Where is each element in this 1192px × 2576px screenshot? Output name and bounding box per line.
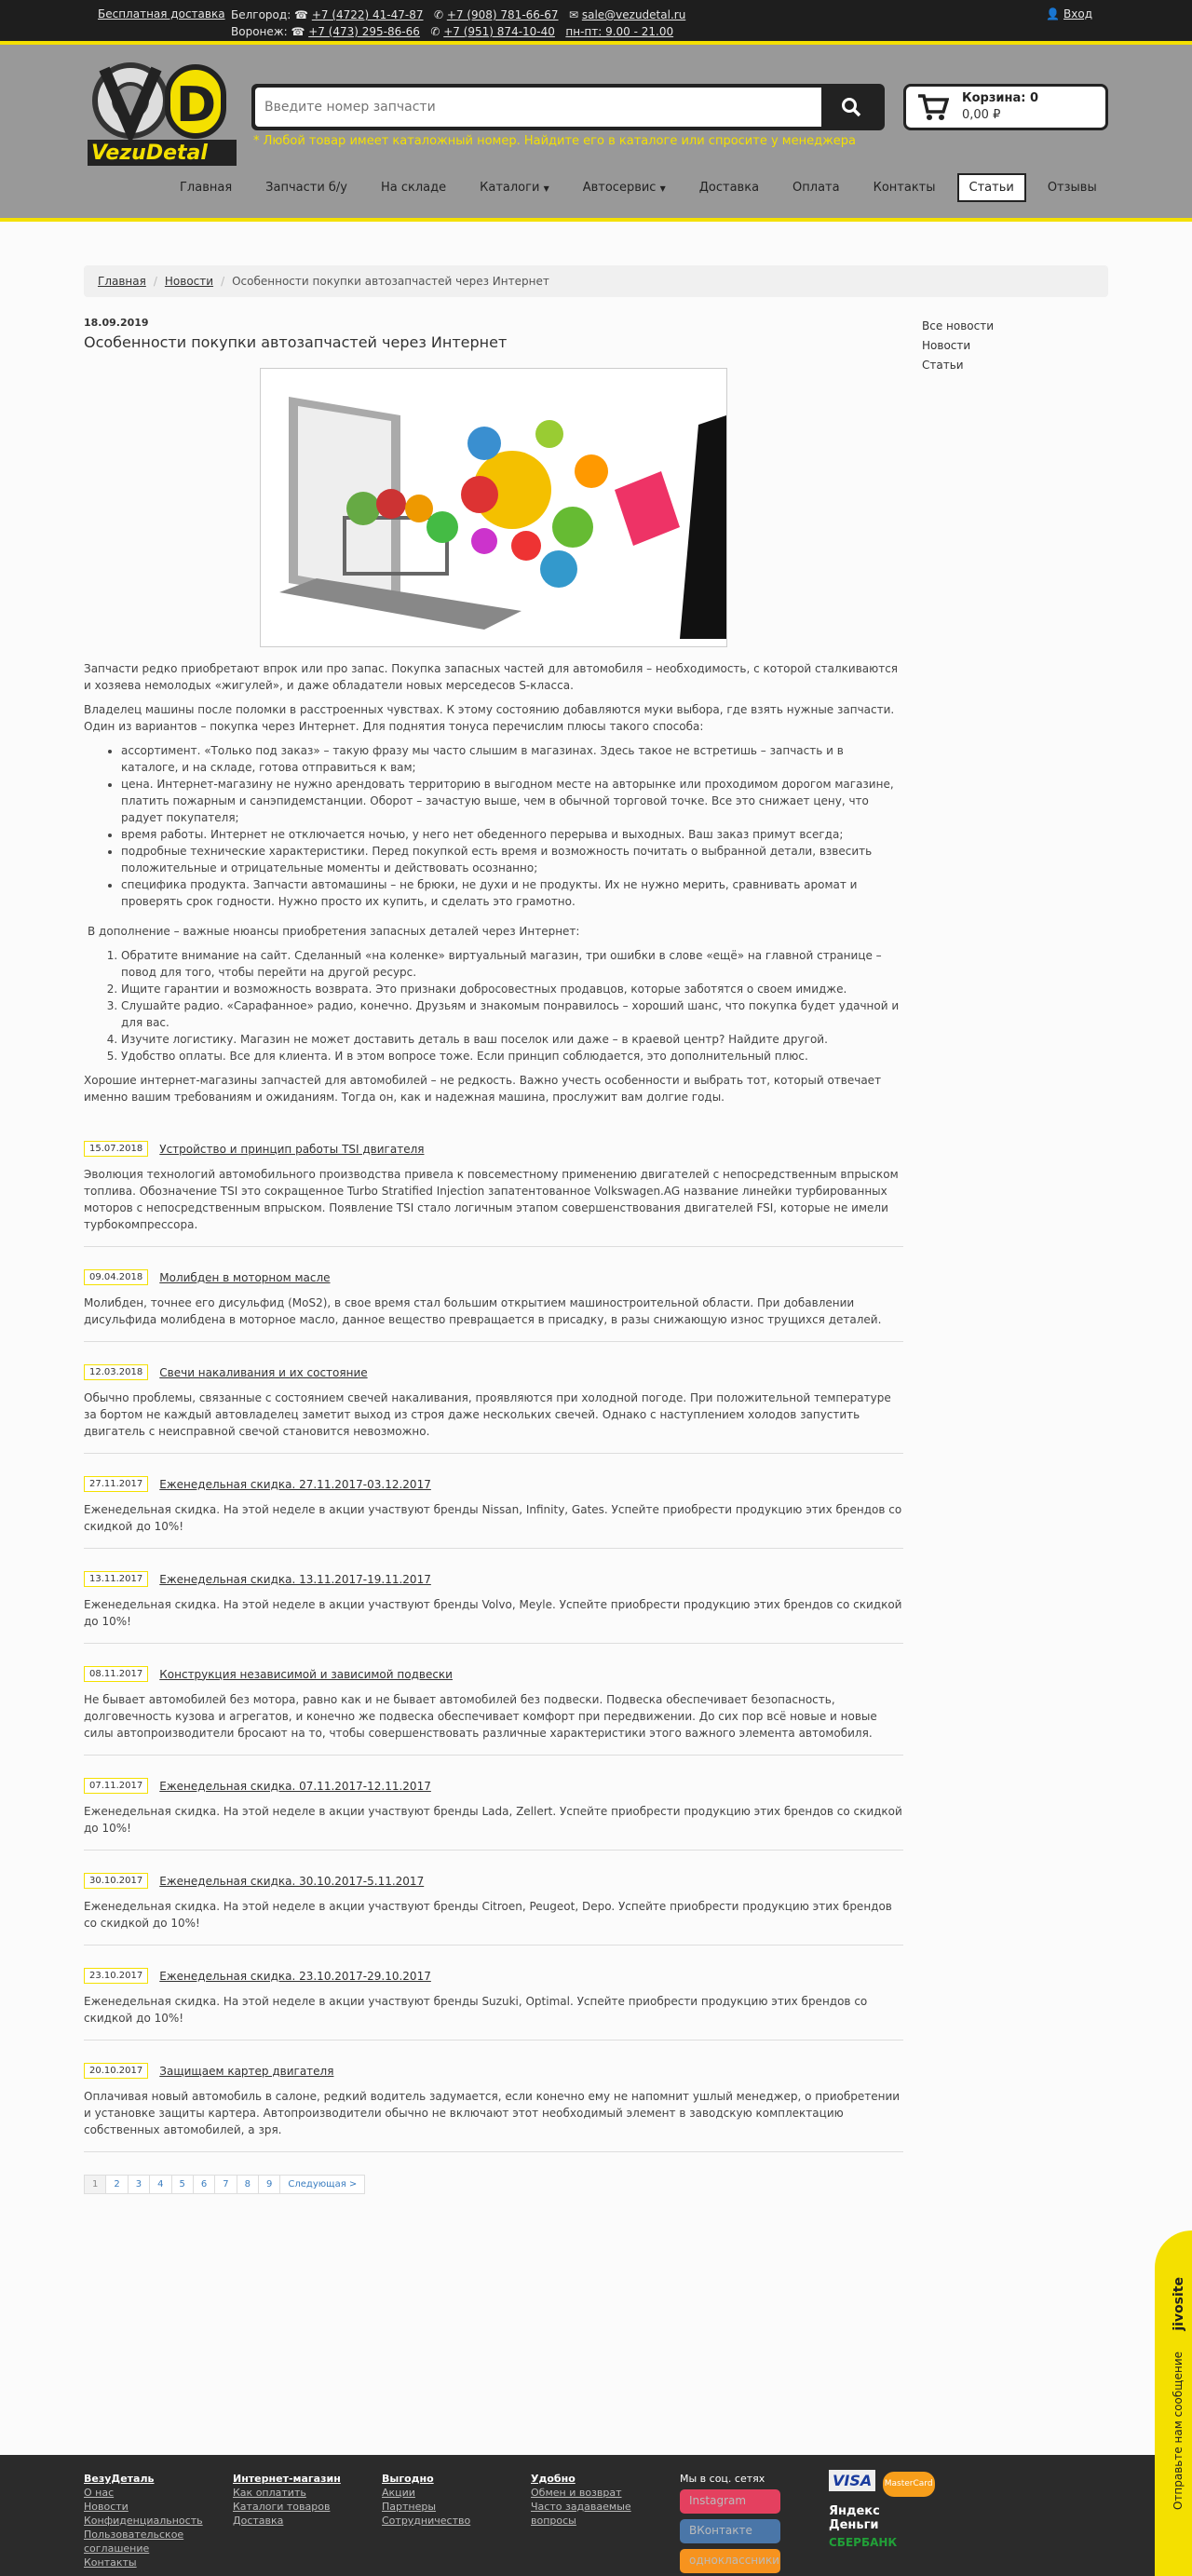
list-item: • подробные технические характеристики. Перед покупкой есть время и возможность почитать о выбранной детали, взвесить положительные и отрицательные моменты и действовать осознанно; xyxy=(121,843,903,876)
search-icon xyxy=(841,97,861,117)
news-title-link[interactable]: Устройство и принцип работы TSI двигателя xyxy=(159,1142,425,1156)
top-bar xyxy=(0,0,1192,45)
news-title-link[interactable]: Еженедельная скидка. 07.11.2017-12.11.2017 xyxy=(159,1779,431,1793)
search-input[interactable] xyxy=(255,88,821,127)
instagram-button[interactable]: Instagram xyxy=(680,2489,780,2514)
search-hint: * Любой товар имеет каталожный номер. Найдите его в каталоге или спросите у менеджера xyxy=(253,134,857,148)
news-text: Эволюция технологий автомобильного производства привела к повсеместному применению двигателей с непосредственным впрыском топлива. Обозначение TSI это сокращенное Turbo Stratified Injection запатентованное Volkswagen.AG название линейки турбированных моторов с непосредственным впрыском. Появление TSI стало логичным этапом совершенствования двигателей FSI, которые не имели турбокомпрессора. xyxy=(84,1168,899,1231)
article-paragraph: Владелец машины после поломки в расстроенных чувствах. К этому состоянию добавляются муки выбора, где взять нужные запчасти. Один из вариантов – покупка через Интернет. Для поднятия тонуса перечислим плюсы такого способа: xyxy=(84,703,895,733)
news-text: Молибден, точнее его дисульфид (MoS2), в свое время стал большим открытием машиностроительной области. При добавлении дисульфида молибдена в моторное масло, данное вещество превращается в присадку, в разы снижающую износ трущихся деталей. xyxy=(84,1296,882,1326)
footer-link[interactable]: Акции xyxy=(382,2487,415,2499)
footer-heading[interactable]: ВезуДеталь xyxy=(84,2473,155,2485)
send-message-label: Отправьте нам сообщение xyxy=(1172,2352,1185,2511)
article-paragraph: В дополнение – важные нюансы приобретения запасных деталей через Интернет: xyxy=(88,925,580,938)
nav-item-catalogs[interactable] xyxy=(467,173,562,202)
list-item: • цена. Интернет-магазину не нужно арендовать территорию в выгодном месте на авторынке или проходимом дорогом магазине, платить пожарным и санэпидемстанции. Оборот – зачастую выше, чем в обычной торговой точке. Все это снижает цену, что радует покупателя; xyxy=(121,776,903,826)
news-date: 15.07.2018 xyxy=(84,1141,148,1157)
nav-label: Каталоги xyxy=(480,181,540,195)
social-heading: Мы в соц. сетях xyxy=(680,2473,765,2485)
news-title-link[interactable]: Еженедельная скидка. 23.10.2017-29.10.2017 xyxy=(159,1969,431,1983)
footer-col-profit xyxy=(382,2472,470,2528)
page-1[interactable]: 1 xyxy=(84,2175,106,2194)
list-item xyxy=(84,1873,903,1946)
footer-link[interactable]: Новости xyxy=(84,2501,129,2513)
footer-link[interactable]: Как оплатить xyxy=(233,2487,306,2499)
news-date: 23.10.2017 xyxy=(84,1968,148,1984)
vkontakte-button[interactable]: ВКонтакте xyxy=(680,2519,780,2543)
cart-icon xyxy=(917,93,949,121)
news-title-link[interactable]: Еженедельная скидка. 30.10.2017-5.11.2017 xyxy=(159,1874,425,1888)
news-text: Не бывает автомобилей без мотора, равно как и не бывает автомобилей без подвески. Подвеска обеспечивает безопасность, долговечность кузова и агрегатов, и конечно же подвеска обеспечивает комфорт при передвижении. До сих пор всё новые и новые силы автопроизводители бросают на то, чтобы совершенствовать различные характеристики этого важного элемента автомобиля. xyxy=(84,1693,877,1740)
footer-link[interactable]: Партнеры xyxy=(382,2501,437,2513)
payment-logos xyxy=(829,2472,941,2550)
list-item: 4. Изучите логистику. Магазин не может доставить деталь в ваш поселок или даже – в краевой центр? Найдите другой. xyxy=(121,1031,903,1048)
list-item: • специфика продукта. Запчасти автомашины – не брюки, не духи и не продукты. Их не нужно мерить, сравнивать аромат и проверять срок годности. Нужно просто их купить, и сделать это грамотно. xyxy=(121,876,903,910)
list-item: • ассортимент. «Только под заказ» – такую фразу мы часто слышим в магазинах. Здесь такое не встретишь – запчасть и в каталоге, и на складе, готова отправиться к вам; xyxy=(121,742,903,776)
yandex-money-logo: Яндекс Деньги xyxy=(829,2504,880,2532)
news-date: 12.03.2018 xyxy=(84,1364,148,1380)
phone-link[interactable]: +7 (4722) 41-47-87 xyxy=(311,8,424,21)
nav-item-home[interactable]: Главная xyxy=(180,181,233,195)
nav-item-payment[interactable]: Оплата xyxy=(792,181,840,195)
list-item: 3. Слушайте радио. «Сарафанное» радио, конечно. Друзьям и знакомым понравилось – хороший шанс, что покупка будет удачной и для вас. xyxy=(121,997,903,1031)
list-item xyxy=(84,1476,903,1549)
list-item xyxy=(84,2063,903,2152)
footer-link[interactable]: Часто задаваемые вопросы xyxy=(531,2501,631,2527)
free-delivery-link[interactable]: Бесплатная доставка xyxy=(98,7,225,20)
hours: пн-пт: 9.00 - 21.00 xyxy=(565,25,674,38)
page-7[interactable]: 7 xyxy=(214,2175,237,2194)
page-8[interactable]: 8 xyxy=(237,2175,259,2194)
footer-col-social xyxy=(680,2472,780,2576)
footer-link[interactable]: Каталоги товаров xyxy=(233,2501,331,2513)
sidebar-item-news[interactable]: Новости xyxy=(922,339,971,352)
nav-item-autoservice[interactable] xyxy=(571,173,678,202)
news-text: Оплачивая новый автомобиль в салоне, редкий водитель задумается, если конечно ему не напомнит ушлый менеджер, о приобретении и установке защиты картера. Автопроизводители обычно не включают этот необходимый элемент в заводскую комплектацию собственных автомобилей, а зря. xyxy=(84,2090,901,2136)
news-date: 30.10.2017 xyxy=(84,1873,148,1889)
city-belgorod: Белгород: xyxy=(231,8,291,21)
news-date: 13.11.2017 xyxy=(84,1571,148,1587)
email-link[interactable]: sale@vezudetal.ru xyxy=(581,8,686,21)
news-title-link[interactable]: Еженедельная скидка. 27.11.2017-03.12.2017 xyxy=(159,1477,431,1491)
list-item xyxy=(84,1571,903,1644)
news-date: 27.11.2017 xyxy=(84,1476,148,1492)
news-date: 08.11.2017 xyxy=(84,1666,148,1682)
nav-item-delivery[interactable]: Доставка xyxy=(698,181,760,195)
breadcrumb-current: Особенности покупки автозапчастей через Интернет xyxy=(232,275,549,288)
search-bar xyxy=(251,84,885,130)
footer-link[interactable]: Пользовательское соглашение xyxy=(84,2529,184,2555)
list-item xyxy=(84,1141,903,1247)
news-title-link[interactable]: Защищаем картер двигателя xyxy=(159,2064,334,2078)
list-item xyxy=(84,1968,903,2040)
footer-link[interactable]: Доставка xyxy=(233,2515,284,2527)
news-title-link[interactable]: Еженедельная скидка. 13.11.2017-19.11.2017 xyxy=(159,1572,431,1586)
nav-item-contacts[interactable]: Контакты xyxy=(873,181,936,195)
phone-link[interactable]: +7 (908) 781-66-67 xyxy=(446,8,559,21)
search-button[interactable] xyxy=(821,88,881,127)
footer-link[interactable]: Конфиденциальность xyxy=(84,2515,203,2527)
sidebar-item-articles[interactable]: Статьи xyxy=(922,359,964,372)
caret-down-icon: ▼ xyxy=(543,184,549,193)
footer-link[interactable]: Контакты xyxy=(84,2556,137,2569)
page-9[interactable]: 9 xyxy=(258,2175,280,2194)
list-item xyxy=(84,1364,903,1454)
main-content xyxy=(84,317,903,2194)
article-paragraph: Хорошие интернет-магазины запчастей для автомобилей – не редкость. Важно учесть особенности и выбрать тот, который отвечает именно вашим требованиям и ожиданиям. Тогда он, как и надежная машина, прослужит вам долгие годы. xyxy=(84,1074,882,1104)
user-icon: 👤 xyxy=(1046,7,1061,20)
list-item xyxy=(84,1778,903,1851)
article-paragraph: Запчасти редко приобретают впрок или про запас. Покупка запасных частей для автомобиля – необходимость, с которой сталкиваются и хозяева немолодых «жигулей», и даже обладатели новых мерседесов S-класса. xyxy=(84,662,899,692)
list-item: • время работы. Интернет не отключается ночью, у него нет обеденного перерыва и выходных. Ваш заказ примут всегда; xyxy=(121,826,903,843)
footer-col-shop xyxy=(233,2472,341,2528)
next-page-button[interactable]: Следующая > xyxy=(279,2175,365,2194)
footer-heading[interactable]: Интернет-магазин xyxy=(233,2473,341,2485)
sberbank-logo: СБЕРБАНК xyxy=(829,2536,898,2549)
footer-heading[interactable]: Выгодно xyxy=(382,2473,434,2485)
footer-col-convenient xyxy=(531,2472,633,2528)
tips-list xyxy=(84,947,903,1064)
news-text: Еженедельная скидка. На этой неделе в акции участвуют бренды Volvo, Meyle. Успейте приобрести продукцию этих брендов со скидкой до 10%! xyxy=(84,1598,902,1628)
news-list xyxy=(84,1141,903,2152)
news-date: 09.04.2018 xyxy=(84,1269,148,1285)
article-image xyxy=(260,368,727,647)
sidebar-item-all-news[interactable]: Все новости xyxy=(922,319,995,332)
nav-item-reviews[interactable]: Отзывы xyxy=(1047,181,1097,195)
footer-link[interactable]: О нас xyxy=(84,2487,115,2499)
breadcrumb: Главная / Новости / Особенности покупки автозапчастей через Интернет xyxy=(84,265,1108,297)
list-item: 1. Обратите внимание на сайт. Сделанный «на коленке» виртуальный магазин, три ошибки в слове «ещё» на главной странице – повод для того, чтобы перейти на другой ресурс. xyxy=(121,947,903,981)
list-item xyxy=(84,1269,903,1342)
list-item: 5. Удобство оплаты. Все для клиента. И в этом вопросе тоже. Если принцип соблюдается, это дополнительный плюс. xyxy=(121,1048,903,1064)
login-label: Вход xyxy=(1063,7,1092,20)
phone-link[interactable]: +7 (473) 295-86-66 xyxy=(308,25,420,38)
footer-heading[interactable]: Удобно xyxy=(531,2473,576,2485)
list-item: 2. Ищите гарантии и возможность возврата. Это признаки добросовестных продавцов, которые заботятся о своем имидже. xyxy=(121,981,903,997)
city-voronezh: Воронеж: xyxy=(231,25,288,38)
page-2[interactable]: 2 xyxy=(105,2175,128,2194)
header xyxy=(0,45,1192,222)
news-text: Еженедельная скидка. На этой неделе в акции участвуют бренды Lada, Zellert. Успейте приобрести продукцию этих брендов со скидкой до 10%! xyxy=(84,1805,902,1835)
cart-title: Корзина: 0 xyxy=(962,91,1039,105)
pagination xyxy=(84,2175,903,2194)
phone-link[interactable]: +7 (951) 874-10-40 xyxy=(443,25,555,38)
page-4[interactable]: 4 xyxy=(149,2175,171,2194)
odnoklassniki-button[interactable]: одноклассники xyxy=(680,2549,780,2573)
jivosite-logo: jivosite xyxy=(1172,2277,1186,2331)
caret-down-icon: ▼ xyxy=(659,184,666,193)
contacts: Белгород: ☎ +7 (4722) 41-47-87 ✆ +7 (908) 781-66-67 ✉ sale@vezudetal.ru Воронеж: ☎ +7 (473) 295-86-66 ✆ +7 (951) 874-10-40 пн-пт: 9.00 - 21.00 xyxy=(231,8,686,38)
sidebar xyxy=(922,317,994,375)
news-title-link[interactable]: Молибден в моторном масле xyxy=(159,1270,331,1284)
news-title-link[interactable]: Свечи накаливания и их состояние xyxy=(159,1365,368,1379)
news-date: 07.11.2017 xyxy=(84,1778,148,1794)
news-date: 20.10.2017 xyxy=(84,2063,148,2079)
nav-item-in-stock[interactable]: На складе xyxy=(381,181,447,195)
article-body xyxy=(84,660,903,1105)
breadcrumb-news[interactable]: Новости xyxy=(164,275,214,288)
page-5[interactable]: 5 xyxy=(171,2175,194,2194)
main-nav xyxy=(168,173,1118,202)
nav-item-articles[interactable]: Статьи xyxy=(957,173,1026,202)
page-3[interactable]: 3 xyxy=(128,2175,150,2194)
nav-item-used-parts[interactable]: Запчасти б/у xyxy=(265,181,347,195)
page-title: Особенности покупки автозапчастей через Интернет xyxy=(84,333,508,351)
login-button[interactable] xyxy=(1046,7,1092,20)
mastercard-logo: MasterCard xyxy=(883,2472,935,2497)
footer-link[interactable]: Сотрудничество xyxy=(382,2515,471,2527)
news-text: Еженедельная скидка. На этой неделе в акции участвуют бренды Nissan, Infinity, Gates. Успейте приобрести продукцию этих брендов со скидкой до 10%! xyxy=(84,1503,902,1533)
page-6[interactable]: 6 xyxy=(193,2175,215,2194)
logo[interactable] xyxy=(86,56,242,169)
advantages-list xyxy=(84,742,903,910)
cart-sum: 0,00 ₽ xyxy=(962,108,1001,122)
news-text: Еженедельная скидка. На этой неделе в акции участвуют бренды Suzuki, Optimal. Успейте приобрести продукцию этих брендов со скидкой до 10%! xyxy=(84,1995,868,2025)
footer xyxy=(0,2455,1192,2576)
news-text: Еженедельная скидка. На этой неделе в акции участвуют бренды Citroen, Peugeot, Depo. Успейте приобрести продукцию этих брендов со скидкой до 10%! xyxy=(84,1900,892,1930)
news-title-link[interactable]: Конструкция независимой и зависимой подвески xyxy=(159,1667,453,1681)
logo-text: VezuDetal xyxy=(91,142,208,165)
breadcrumb-home[interactable]: Главная xyxy=(98,275,146,288)
footer-link[interactable]: Обмен и возврат xyxy=(531,2487,622,2499)
footer-col-company xyxy=(84,2472,203,2569)
svg-text:D: D xyxy=(176,77,217,133)
cart-button[interactable] xyxy=(903,84,1108,130)
news-text: Обычно проблемы, связанные с состоянием свечей накаливания, проявляются при холодной погоде. При положительной температуре за бортом не каждый автовладелец заметит выход из строя даже нескольких свечей. Однако с наступлением холодов запустить двигатель с неисправной свечой становится невозможно. xyxy=(84,1391,891,1438)
list-item xyxy=(84,1666,903,1756)
visa-logo: VISA xyxy=(829,2470,875,2491)
article-date: 18.09.2019 xyxy=(84,317,149,329)
jivosite-widget[interactable] xyxy=(1155,2230,1192,2576)
nav-label: Автосервис xyxy=(582,181,657,195)
